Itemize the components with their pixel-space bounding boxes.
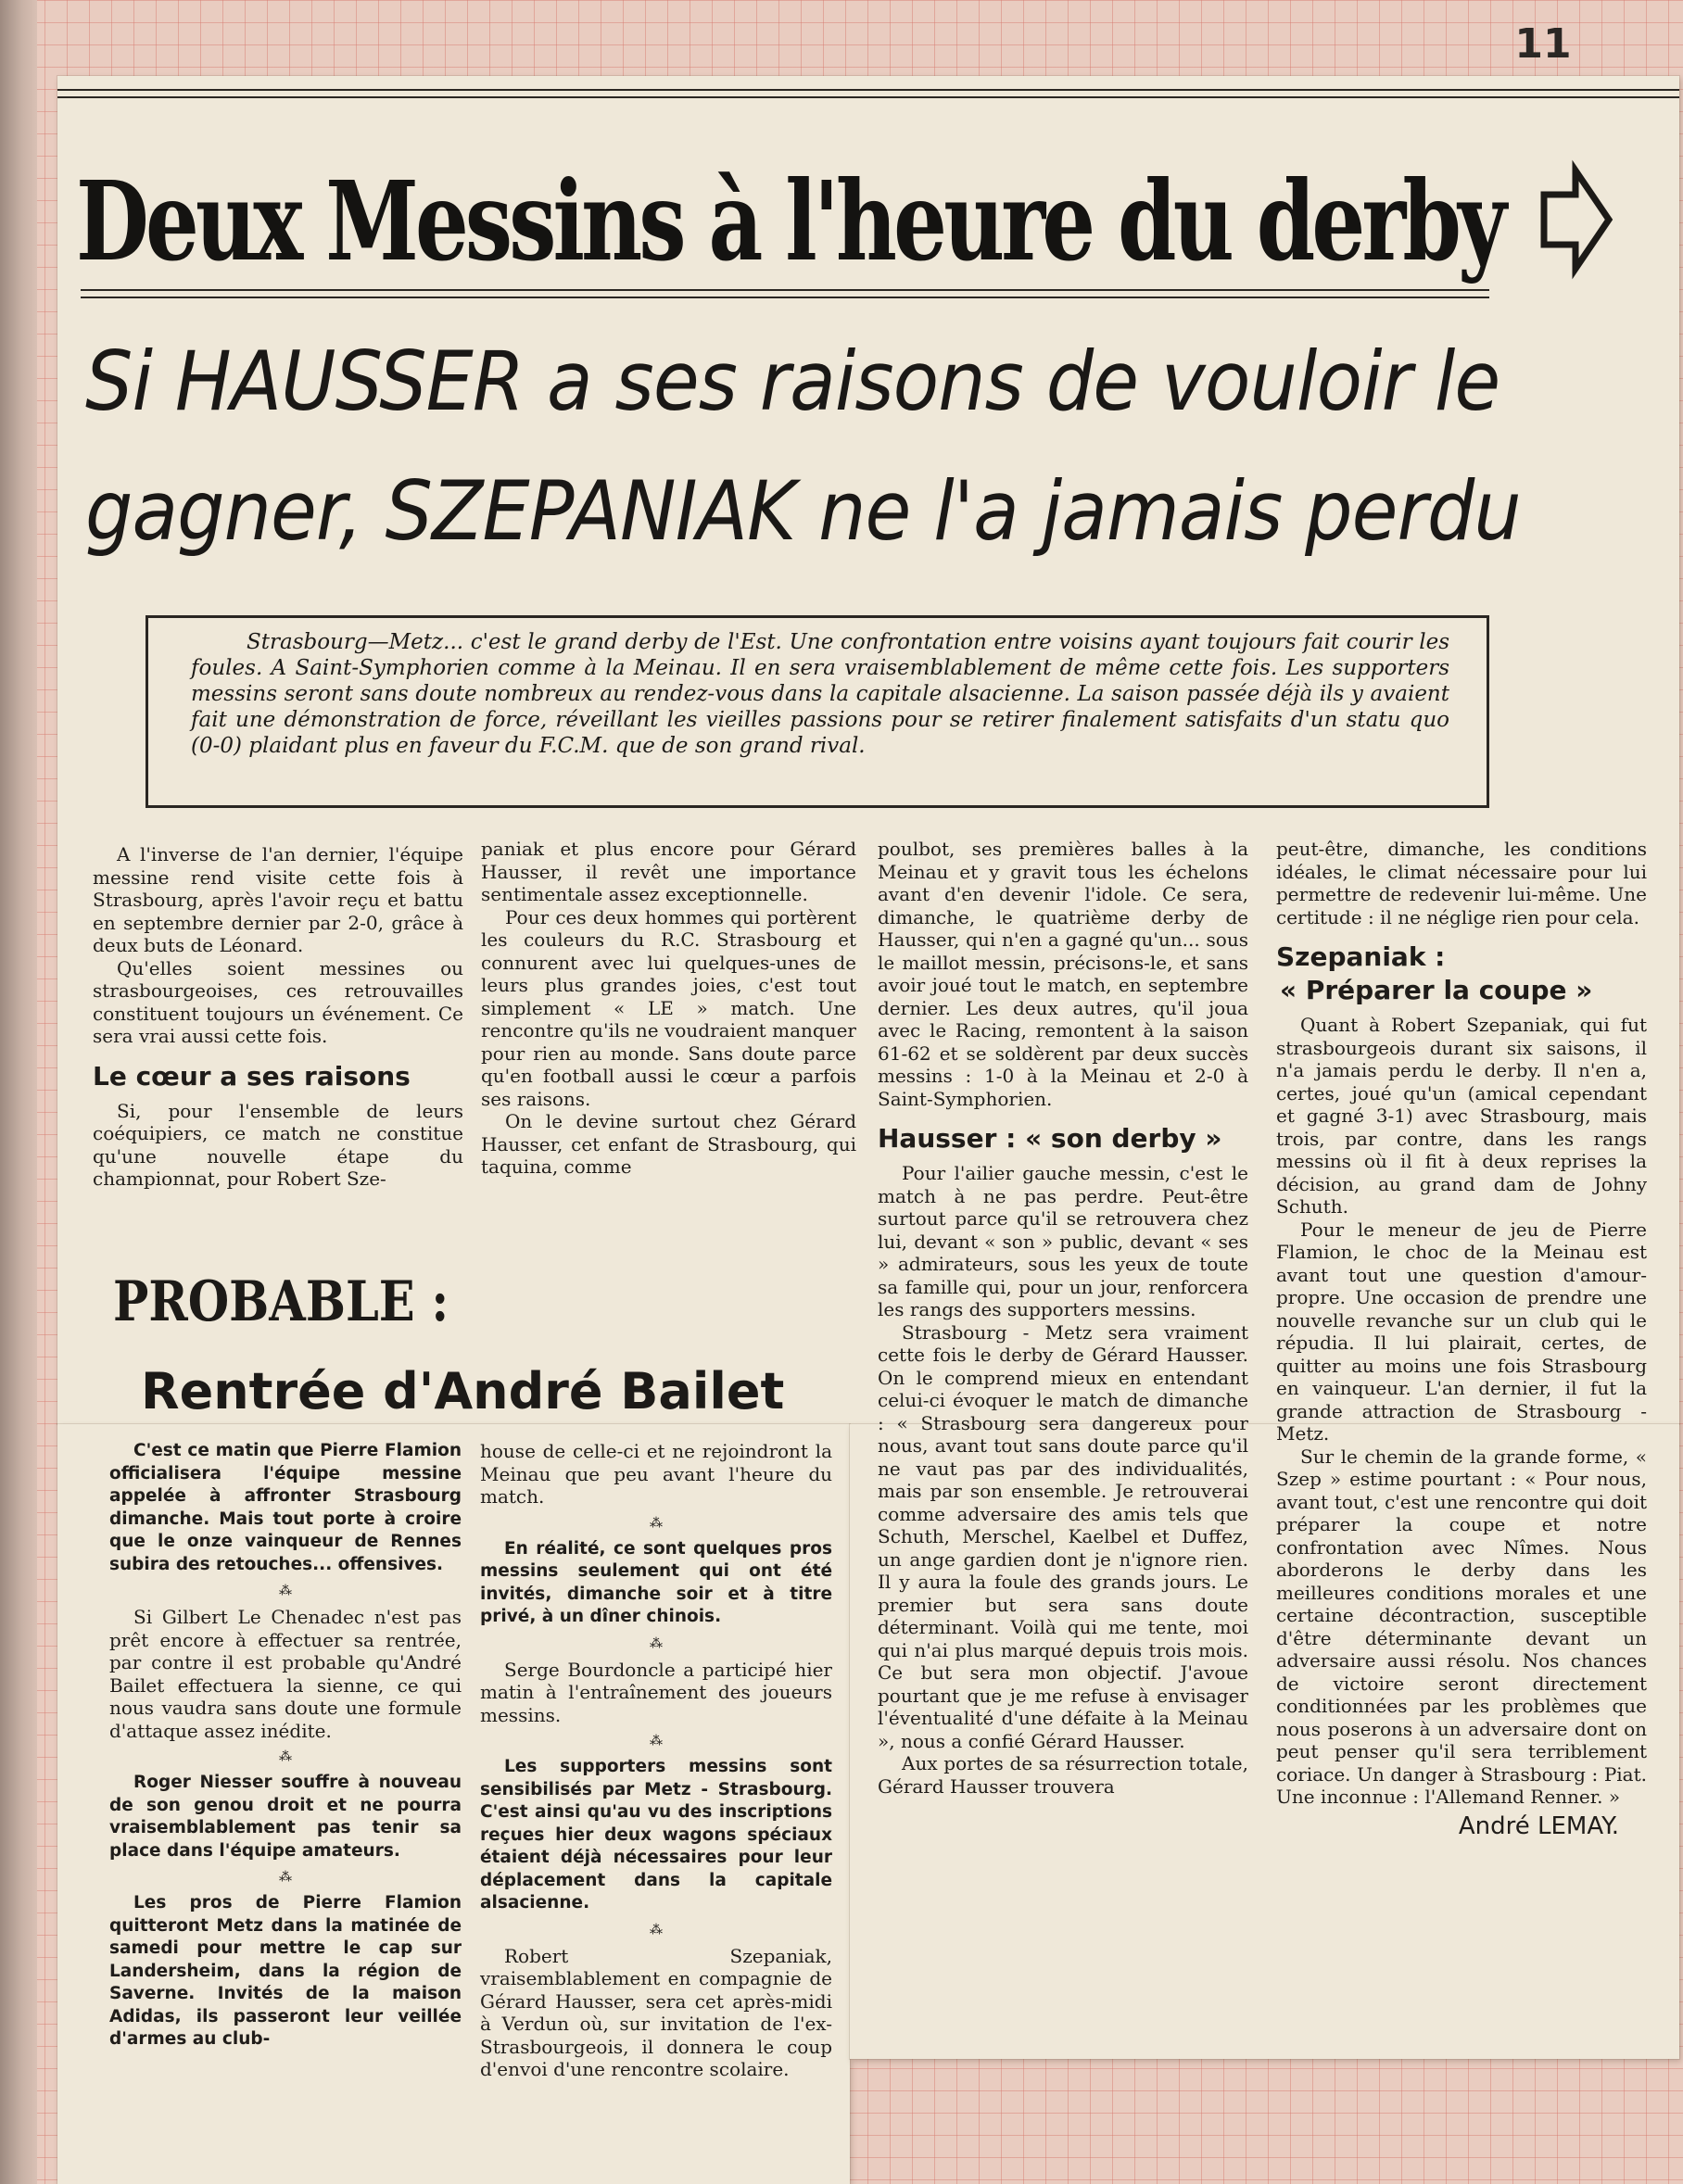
subheadline-line-2: gagner, SZEPANIAK ne l'a jamais perdu [85, 463, 1521, 559]
section-heading: Szepaniak : [1276, 941, 1446, 972]
separator-icon: ⁂ [279, 1584, 292, 1598]
paragraph: Les supporters messins sont sensibilisés par Metz - Strasbourg. C'est ainsi qu'au vu des inscriptions reçues hier deux wagons spéciaux étaient déjà nécessaires pour leur déplacement dans la capitale alsacienne. [480, 1757, 832, 1913]
arrow-right-icon [1538, 150, 1614, 289]
paragraph: Pour l'ailier gauche messin, c'est le match à ne pas perdre. Peut-être surtout parce qu'il se retrouvera chez lui, devant « son » public, devant « ses » admirateurs, sous les yeux de toute sa famille qui, pour un jour, renforcera les rangs des supporters messins. [878, 1162, 1248, 1320]
box-column-1 [109, 1440, 462, 2051]
paragraph: peut-être, dimanche, les conditions idéales, le climat nécessaire pour lui permettre de redevenir lui-même. Une certitude : il ne néglige rien pour cela. [1276, 838, 1647, 928]
separator-icon: ⁂ [650, 1515, 663, 1531]
notebook-binding [0, 0, 37, 2184]
paragraph: house de celle-ci et ne rejoindront la Meinau que peu avant l'heure du match. [480, 1440, 832, 1508]
paragraph: Pour ces deux hommes qui portèrent les couleurs du R.C. Strasbourg et connurent avec lui quelques-unes de leurs plus grandes joies, c'est tout simplement « LE » match. Une rencontre qu'ils ne voudraient manquer pour rien au monde. Sans doute parce qu'en football aussi le cœur a parfois ses raisons. [481, 905, 856, 1110]
section-heading: Le cœur a ses raisons [93, 1060, 411, 1092]
lead-paragraph-box: Strasbourg—Metz... c'est le grand derby de l'Est. Une confrontation entre voisins ayant toujours fait courir les foules. A Saint-Symphorien comme à la Meinau. Il en sera vraisemblablement de même cette fois. Les supporters messins seront sans doute nombreux au rendez-vous dans la capitale alsacienne. La saison passée déjà ils y avaient fait une démonstration de force, réveillant les vieilles passions pour se retirer finalement satisfaits d'un statu quo (0-0) plaidant plus en faveur du F.C.M. que de son grand rival. [146, 615, 1489, 808]
article-column-1 [93, 843, 463, 1191]
separator-icon: ⁂ [650, 1635, 663, 1651]
headline: Deux Messins à l'heure du derby [76, 157, 1503, 285]
section-heading: « Préparer la coupe » [1280, 975, 1593, 1005]
paragraph: Roger Niesser souffre à nouveau de son genou droit et ne pourra vraisemblablement pas tenir sa place dans l'équipe amateurs. [109, 1773, 462, 1861]
paragraph: Aux portes de sa résurrection totale, Gérard Hausser trouvera [878, 1752, 1248, 1798]
subheadline [85, 317, 1661, 576]
separator-icon: ⁂ [650, 1922, 663, 1938]
headline-rule [81, 289, 1489, 298]
paragraph: Si, pour l'ensemble de leurs coéquipiers, ce match ne constitue qu'une nouvelle étape du championnat, pour Robert Sze- [93, 1099, 463, 1190]
separator-icon: ⁂ [279, 1870, 292, 1885]
section-heading: Hausser : « son derby » [878, 1123, 1222, 1154]
article-column-2 [481, 838, 856, 1179]
paragraph: Les pros de Pierre Flamion quitteront Metz dans la matinée de samedi pour mettre le cap sur Landersheim, dans la région de Saverne. Invités de la maison Adidas, ils passeront leur veillée d'armes au club- [109, 1893, 462, 2049]
paragraph: En réalité, ce sont quelques pros messins seulement qui ont été invités, dimanche soir et à titre privé, à un dîner chinois. [480, 1538, 832, 1626]
paragraph: Sur le chemin de la grande forme, « Szep » estime pourtant : « Pour nous, avant tout, c'est une rencontre qui doit préparer la coupe et notre confrontation avec Nîmes. Nous aborderons le derby dans les meilleures conditions morales et une certaine décontraction, susceptible d'être déterminante devant un adversaire aussi résolu. Nos chances de victoire seront directement conditionnées par les problèmes que nous poserons à un adversaire dont on peut penser qu'il sera terriblement coriace. Un danger à Strasbourg : Piat. Une inconnue : l'Allemand Renner. » [1276, 1445, 1647, 1808]
paragraph: Strasbourg - Metz sera vraiment cette fois le derby de Gérard Hausser. On le comprend mieux en entendant celui-ci évoquer le match de dimanche : « Strasbourg sera dangereux pour nous, avant tout sans doute parce qu'il ne vaut pas par des individualités, mais par son ensemble. Je retrouverai comme adversaire des amis tels que Schuth, Merschel, Kaelbel et Duffez, un ange gardien dont je n'ignore rien. Il y aura la foule des grands jours. Le premier but sera sans doute déterminant. Voilà qui me tente, moi qui n'ai plus marqué depuis trois mois. Ce but sera mon objectif. J'avoue pourtant que je me refuse à envisager l'éventualité d'une défaite à la Meinau », nous a confié Gérard Hausser. [878, 1320, 1248, 1752]
box-kicker: PROBABLE : [113, 1269, 449, 1334]
paragraph: Pour le meneur de jeu de Pierre Flamion, le choc de la Meinau est avant tout une question d'amour-propre. Une occasion de prendre une nouvelle revanche sur un club qui le répudia. Il lui plairait, certes, de quitter au moins une fois Strasbourg en vainqueur. L'an dernier, il fut la grande attraction de Strasbourg - Metz. [1276, 1218, 1647, 1445]
paragraph: Robert Szepaniak, vraisemblablement en compagnie de Gérard Hausser, sera cet après-midi à Verdun où, sur invitation de l'ex-Strasbourgeois, il donnera le coup d'envoi d'une rencontre scolaire. [480, 1944, 832, 2080]
author-signature: André LEMAY. [1458, 1812, 1619, 1840]
box-headline: Rentrée d'André Bailet [141, 1362, 785, 1420]
subheadline-line-1: Si HAUSSER a ses raisons de vouloir le [85, 334, 1500, 429]
page-number: 11 [1514, 20, 1572, 68]
newspaper-clipping [57, 76, 1679, 2184]
paragraph: Si Gilbert Le Chenadec n'est pas prêt encore à effectuer sa rentrée, par contre il est probable qu'André Bailet effectuera la sienne, ce qui nous vaudra sans doute une formule d'attaque assez inédite. [109, 1606, 462, 1742]
paragraph: Serge Bourdoncle a participé hier matin à l'entraînement des joueurs messins. [480, 1658, 832, 1726]
paragraph: A l'inverse de l'an dernier, l'équipe messine rend visite cette fois à Strasbourg, après l'avoir reçu et battu en septembre dernier par 2-0, grâce à deux buts de Léonard. [93, 843, 463, 956]
top-rule [57, 89, 1679, 98]
separator-icon: ⁂ [279, 1749, 292, 1764]
paragraph: Qu'elles soient messines ou strasbourgeoises, ces retrouvailles constituent toujours un événement. Ce sera vrai aussi cette fois. [93, 956, 463, 1047]
separator-icon: ⁂ [650, 1734, 663, 1748]
paragraph: C'est ce matin que Pierre Flamion officialisera l'équipe messine appelée à affronter Strasbourg dimanche. Mais tout porte à croire que le onze vainqueur de Rennes subira des retouches... offensives. [109, 1441, 462, 1574]
paragraph: On le devine surtout chez Gérard Hausser, cet enfant de Strasbourg, qui taquina, comme [481, 1110, 856, 1178]
paragraph: Quant à Robert Szepaniak, qui fut strasbourgeois durant six saisons, il n'a jamais perdu le derby. Il n'en a, certes, joué qu'un (amical cependant et gagné 3-1) avec Strasbourg, mais trois, par contre, dans les rangs messins où il fit à deux reprises la décision, au grand dam de Johny Schuth. [1276, 1014, 1647, 1218]
article-column-4 [1276, 838, 1647, 1840]
article-column-3 [878, 838, 1248, 1798]
paragraph: poulbot, ses premières balles à la Meinau et y gravit tous les échelons avant d'en devenir l'idole. Ce sera, dimanche, le quatrième derby de Hausser, qui n'en a gagné qu'un... sous le maillot messin, précisons-le, et sans avoir joué tout le match, en septembre dernier. Les deux autres, qu'il joua avec le Racing, remontent à la saison 61-62 et se soldèrent par deux succès messins : 1-0 à la Meinau et 2-0 à Saint-Symphorien. [878, 838, 1248, 1110]
box-column-2 [480, 1440, 832, 2081]
paragraph: paniak et plus encore pour Gérard Hausser, il revêt une importance sentimentale assez exceptionnelle. [481, 838, 856, 905]
